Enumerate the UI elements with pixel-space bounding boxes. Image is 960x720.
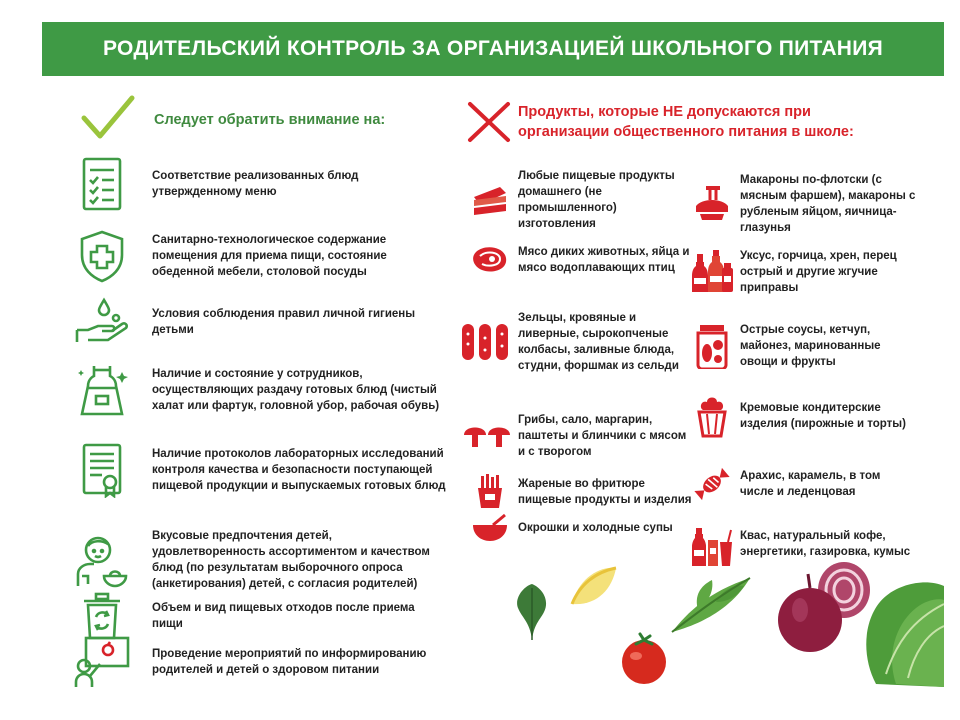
cream-dessert-icon — [690, 394, 734, 438]
prohibited-text: Грибы, сало, маргарин, паштеты и блинчики с мясом и с творогом — [518, 414, 687, 458]
prohibited-text: Мясо диких животных, яйца и мясо водоплавающих птиц — [518, 246, 690, 274]
page-title: РОДИТЕЛЬСКИЙ КОНТРОЛЬ ЗА ОРГАНИЗАЦИЕЙ ШКОЛЬНОГО ПИТАНИЯ — [42, 22, 944, 76]
lemon-slice-icon — [568, 562, 620, 612]
prohibited-item — [690, 172, 916, 236]
herb-leaf-icon — [668, 572, 754, 636]
prohibited-item — [690, 248, 916, 296]
attention-text: Наличие и состояние у сотрудников, осуществляющих раздачу готовых блюд (чистый халат или фартук, головной убор, рабочая обувь) — [152, 368, 440, 412]
tomato-icon — [616, 630, 672, 686]
attention-item — [74, 156, 448, 212]
hand-washing-icon — [74, 294, 130, 350]
attention-text: Проведение мероприятий по информированию родителей и детей о здоровом питании — [152, 648, 427, 676]
apron-icon — [74, 362, 130, 418]
prohibited-text: Кремовые кондитерские изделия (пирожные и торты) — [740, 402, 906, 430]
soup-bowl-icon — [468, 506, 512, 550]
prohibited-text: Окрошки и холодные супы — [518, 522, 673, 534]
condiment-bottles-icon — [690, 250, 734, 294]
prohibited-text: Уксус, горчица, хрен, перец острый и другие жгучие приправы — [740, 250, 897, 294]
sandwich-icon — [468, 178, 512, 222]
drinks-icon — [690, 522, 734, 566]
prohibited-text: Любые пищевые продукты домашнего (не промышленного) изготовления — [518, 170, 675, 230]
sausages-icon — [460, 320, 512, 364]
arugula-leaf-icon — [512, 582, 552, 642]
prohibited-item — [690, 394, 916, 438]
certificate-icon — [74, 442, 130, 498]
attention-item — [74, 528, 448, 592]
prohibited-item — [468, 506, 694, 550]
attention-item — [74, 442, 448, 498]
meat-steak-icon — [468, 238, 512, 282]
prohibited-item — [460, 310, 694, 374]
mushrooms-icon — [462, 414, 512, 458]
menu-checklist-icon — [74, 156, 130, 212]
attention-item — [74, 228, 448, 284]
prohibited-text: Квас, натуральный кофе, энергетики, газировка, кумыс — [740, 530, 911, 558]
prohibited-item — [468, 168, 694, 232]
attention-item — [74, 362, 448, 418]
prohibited-item — [462, 412, 694, 460]
infographic-card — [42, 22, 944, 687]
presentation-icon — [74, 634, 130, 687]
prohibited-item — [690, 322, 916, 370]
prohibited-item — [468, 238, 694, 282]
prohibited-text: Острые соусы, кетчуп, майонез, маринованные овощи и фрукты — [740, 324, 881, 368]
pickle-jar-icon — [690, 324, 734, 368]
lettuce-icon — [856, 574, 944, 687]
attention-text: Вкусовые предпочтения детей, удовлетворенность ассортиментом и качеством блюд (по результатам выборочного опроса (анкетирования) детей, с согласия родителей) — [152, 530, 430, 590]
pasta-plate-icon — [690, 182, 734, 226]
health-shield-icon — [74, 228, 130, 284]
attention-text: Соответствие реализованных блюд утвержденному меню — [152, 170, 359, 198]
attention-heading: Следует обратить внимание на: — [154, 112, 386, 128]
attention-text: Санитарно-технологическое содержание помещения для приема пищи, состояние обеденной мебели, столовой посуды — [152, 234, 387, 278]
attention-text: Объем и вид пищевых отходов после приема пищи — [152, 602, 415, 630]
candy-icon — [690, 462, 734, 506]
attention-item — [74, 634, 448, 687]
prohibited-text: Жареные во фритюре пищевые продукты и изделия — [518, 478, 692, 506]
prohibited-heading: Продукты, которые НЕ допускаются при организации общественного питания в школе: — [518, 104, 854, 140]
prohibited-item — [690, 462, 916, 506]
cross-icon — [466, 100, 512, 144]
child-food-icon — [74, 532, 130, 588]
attention-item — [74, 294, 448, 350]
checkmark-icon — [80, 94, 136, 142]
prohibited-text: Арахис, карамель, в том числе и леденцовая — [740, 470, 881, 498]
prohibited-text: Макароны по-флотски (с мясным фаршем), макароны с рубленым яйцом, яичница-глазунья — [740, 174, 916, 234]
prohibited-text: Зельцы, кровяные и ливерные, сырокопченые колбасы, заливные блюда, студни, форшмак из сельди — [518, 312, 679, 372]
attention-text: Наличие протоколов лабораторных исследований контроля качества и безопасности поступающей пищевой продукции и выпускаемых готовых блюд — [152, 448, 446, 492]
attention-text: Условия соблюдения правил личной гигиены детьми — [152, 308, 416, 336]
